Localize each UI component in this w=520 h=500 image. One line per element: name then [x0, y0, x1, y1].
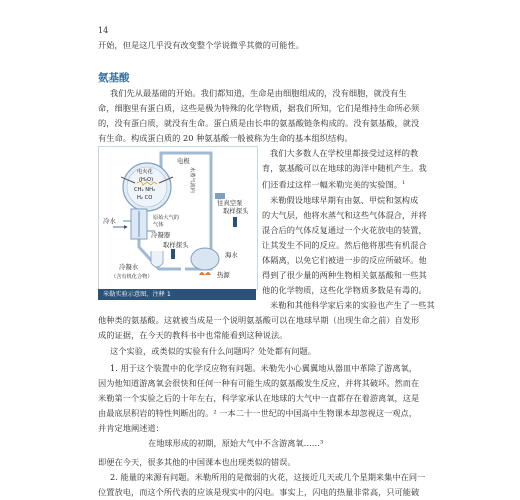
condensate-label: 冷凝水	[119, 263, 139, 271]
section-title: 氨基酸	[98, 72, 130, 84]
vacuum-label: 往真空泵	[217, 199, 243, 207]
gas-label-2: 气体	[153, 222, 164, 228]
gas-formula-2: CH₄ NH₃	[134, 187, 156, 193]
gas-formula-1: (H₂O)	[139, 177, 154, 183]
paragraph-4: 这个实验，或类似的实验有什么问题吗？处处都有问题。	[110, 346, 316, 356]
vapor-direction-label: 水蒸气流向	[189, 167, 195, 193]
gas-formula-3: H₂ CO	[137, 195, 153, 201]
quote: 在地球形成的初期，原始大气中不含游离氧……³	[148, 438, 324, 448]
cold-water-label: 冷水	[103, 217, 116, 225]
heat-label: 热源	[217, 271, 230, 279]
miller-experiment-diagram	[98, 146, 258, 290]
page-number: 14	[98, 26, 109, 35]
condensate-label-2: （含有机化合物）	[111, 274, 153, 280]
sampling-probe-label-2: 取样探头	[163, 241, 189, 249]
sampling-probe-label-1: 取样探头	[223, 207, 249, 215]
paragraph-6: 即便在今天，很多其他的中国课本也出现类似的错误。	[98, 457, 296, 467]
gas-label: 原始大气的	[153, 215, 179, 221]
spark-label: 电火花	[137, 169, 153, 175]
electrode-label: 电极	[177, 157, 190, 165]
condenser-label: 冷凝器	[151, 231, 171, 239]
figure-caption: 米勒实验示意图，注释 1	[98, 289, 256, 300]
sea-label: 海水	[225, 251, 238, 259]
intro-line: 开始，但是这几乎没有改变整个学说微乎其微的可能性。	[98, 40, 304, 50]
